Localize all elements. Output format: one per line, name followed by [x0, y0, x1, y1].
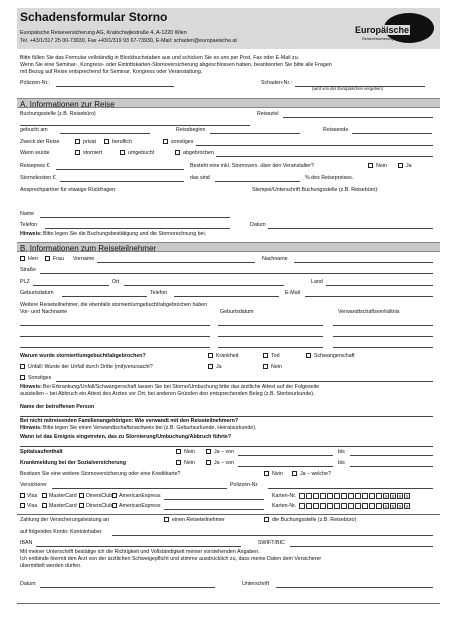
- storniert-checkbox[interactable]: [75, 150, 80, 155]
- weitere-verw-2[interactable]: [333, 336, 433, 337]
- hinweis-a-label: Hinweis:: [20, 231, 42, 237]
- intro-line-3: mit Bezug auf Reise entsprechend für Seminar, Kongress oder Veranstaltung.: [20, 69, 203, 75]
- section-a-title: A. Informationen zur Reise: [20, 100, 115, 109]
- karten-nr-cell[interactable]: [327, 503, 333, 509]
- company-address: Europäische Reiseversicherung AG, Kratochwjlestraße 4, A-1220 Wien: [20, 30, 187, 36]
- besitzen-nein-label: Nein: [272, 471, 283, 477]
- reiseziel-label: Reiseziel: [257, 111, 279, 117]
- stornovers-ja-checkbox[interactable]: [398, 163, 403, 168]
- zweck-label: Zweck der Reise: [20, 139, 60, 145]
- wann-field[interactable]: [216, 156, 433, 157]
- das-sind-label: das sind: [190, 175, 210, 181]
- preis-field[interactable]: [56, 169, 184, 170]
- tod-label: Tod: [271, 353, 280, 359]
- unfall-ja-checkbox[interactable]: [208, 364, 213, 369]
- hinweis-b2-text: Bitte legen Sie einen Verwandtschaftsnachweis bei (z.B. Geburtsurkunde, Heiratsurkunde).: [43, 425, 257, 431]
- mitreisend-label: Bei nicht mitreisenden Familienangehörigen: Wie verwandt mit den Reiseteilnehmern?: [20, 418, 239, 424]
- krank-ja-label: Ja – von: [214, 460, 235, 466]
- karten-nr-cell[interactable]: [355, 503, 361, 509]
- wann-eingetreten-field[interactable]: [20, 446, 433, 447]
- besitzen-ja-checkbox[interactable]: [292, 471, 297, 476]
- warum-label: Warum wurde storniert/umgebucht/abgebrochen?: [20, 353, 146, 359]
- krankmeldung-label: Krankmeldung bei der Sozialversicherung: [20, 460, 126, 466]
- karten-nr-cell[interactable]: [334, 493, 340, 499]
- col-geb-header: Geburtsdatum: [220, 309, 254, 315]
- polizzen-b-label: Polizzen-Nr.: [230, 482, 259, 488]
- karten-nr-cell[interactable]: X: [398, 494, 402, 499]
- karten-nr-cell[interactable]: [320, 493, 326, 499]
- unfall-ja-label: Ja: [216, 364, 222, 370]
- telefon-b-field[interactable]: [174, 296, 279, 297]
- besitzen-nein-checkbox[interactable]: [264, 471, 269, 476]
- sonstiges-label: sonstiges: [171, 139, 194, 145]
- spital-nein-checkbox[interactable]: [176, 449, 181, 454]
- logo-subtitle: Reiseversicherung: [362, 37, 394, 41]
- mastercard-checkbox-1[interactable]: [42, 493, 47, 498]
- beginn-label: Reisebeginn: [176, 127, 206, 133]
- karten-nr-cell[interactable]: [313, 503, 319, 509]
- karten-nr-cell[interactable]: [341, 493, 347, 499]
- betrag-label: Besteht eine inkl. Stornovers. über den Veranstalter?: [190, 163, 314, 169]
- ende-field[interactable]: [352, 133, 432, 134]
- land-field[interactable]: [326, 285, 433, 286]
- polizzen-field[interactable]: [56, 86, 174, 87]
- buchungsstelle-pay-checkbox[interactable]: [264, 517, 269, 522]
- wann-label: Wann wurde: [20, 150, 50, 156]
- beruflich-label: beruflich: [112, 139, 133, 145]
- ort-field[interactable]: [124, 285, 284, 286]
- karten-nr-cell[interactable]: X: [391, 494, 395, 499]
- karten-nr-cell[interactable]: [341, 503, 347, 509]
- prozent-label: % des Reisepreises.: [305, 175, 354, 181]
- swift-label: SWIFT/BIC: [258, 540, 285, 546]
- section-a-header: [17, 98, 440, 108]
- umgebucht-label: umgebucht: [128, 150, 155, 156]
- intro-line-2: Wenn Sie eine Seminar-, Kongress- oder Eintrittskarten-Stornoversicherung abgeschlossen haben, beantworten Sie bitte alle Fragen: [20, 62, 332, 68]
- schaden-label: Schaden-Nr.:: [261, 80, 292, 86]
- unfall-checkbox[interactable]: [20, 364, 25, 369]
- karten-nr-cell[interactable]: [299, 503, 305, 509]
- beruflich-checkbox[interactable]: [104, 139, 109, 144]
- hinweis-b2-label: Hinweis:: [20, 425, 42, 431]
- unterschrift-field[interactable]: [276, 587, 433, 588]
- stornokosten-field[interactable]: [60, 181, 184, 182]
- weitere-name-2[interactable]: [20, 336, 210, 337]
- nachname-field[interactable]: [294, 262, 433, 263]
- karten-nr-cell[interactable]: [348, 503, 354, 509]
- konto-label: auf folgendes Konto: Kontoinhaber: [20, 529, 102, 535]
- ansprech-telefon-label: Telefon: [20, 222, 38, 228]
- spital-bis-label: bis: [338, 449, 345, 455]
- stornovers-ja-label: Ja: [406, 163, 412, 169]
- datum-label: Datum: [20, 581, 36, 587]
- stempel-datum-label: Datum: [250, 222, 266, 228]
- ansprech-telefon-field[interactable]: [45, 228, 230, 229]
- stornovers-nein-checkbox[interactable]: [368, 163, 373, 168]
- karten-nr-cell[interactable]: [299, 493, 305, 499]
- karten-nr-cell[interactable]: [362, 503, 368, 509]
- section-b-title: B. Informationen zum Reiseteilnehmer: [20, 244, 157, 253]
- karten-nr-cell[interactable]: X: [391, 504, 395, 509]
- sonstiges-checkbox[interactable]: [163, 139, 168, 144]
- spital-ja-checkbox[interactable]: [206, 449, 211, 454]
- unfall-nein-label: Nein: [271, 364, 282, 370]
- spital-von-field[interactable]: [238, 455, 333, 456]
- krankheit-checkbox[interactable]: [208, 353, 213, 358]
- polizzen-b-field[interactable]: [268, 488, 433, 489]
- gebucht-field[interactable]: [60, 133, 150, 134]
- beginn-field[interactable]: [210, 133, 300, 134]
- zahlung-label: Zahlung der Versicherungsleistung an: [20, 517, 109, 523]
- herr-label: Herr: [28, 256, 39, 262]
- weitere-geb-2[interactable]: [218, 336, 323, 337]
- polizzen-label: Polizzen-Nr.:: [20, 80, 51, 86]
- unfall-nein-checkbox[interactable]: [263, 364, 268, 369]
- versicherer-label: Versicherer: [20, 482, 47, 488]
- stornokosten-label: Stornokosten €: [20, 175, 56, 181]
- spital-nein-label: Nein: [184, 449, 195, 455]
- reiseziel-field[interactable]: [283, 117, 433, 118]
- karten-nr-cell[interactable]: [306, 503, 312, 509]
- besitzen-ja-label: Ja – welche?: [300, 471, 331, 477]
- land-label: Land: [311, 279, 323, 285]
- section-b-header: [17, 242, 440, 252]
- besitzen-label: Besitzen Sie eine weitere Stornoversicherung oder eine Kreditkarte?: [20, 471, 181, 477]
- karten-nr-cell[interactable]: X: [384, 504, 388, 509]
- weitere-label: Weitere Reiseteilnehmer, die ebenfalls storniert/umgebucht/abgebrochen haben: [20, 302, 208, 308]
- iban-field[interactable]: [36, 546, 241, 547]
- email-label: E-Mail: [285, 290, 301, 296]
- telefon-b-label: Telefon: [150, 290, 168, 296]
- mastercard-checkbox-2[interactable]: [42, 503, 47, 508]
- payment-divider: [17, 514, 440, 515]
- spital-label: Spitalsaufenthalt: [20, 449, 63, 455]
- abgebrochen-checkbox[interactable]: [175, 150, 180, 155]
- spital-ja-label: Ja – von: [214, 449, 235, 455]
- hinweis-b1-text-2: ausstellen – bei Abbruch ein Attest des Arztes vor Ort; bei anderen Gründen den entsprechenden Beleg (z.B. Sterbeurkunde).: [20, 391, 315, 397]
- karten-nr-cell[interactable]: [327, 493, 333, 499]
- karten-nr-cell[interactable]: [348, 493, 354, 499]
- hinweis-a-text: Bitte legen Sie die Buchungsbestätigung und die Stornorechnung bei.: [43, 231, 207, 237]
- buchungsstelle-field[interactable]: [20, 125, 250, 126]
- weitere-verw-3[interactable]: [333, 347, 433, 348]
- ansprech-label: Ansprechpartner für etwaige Rückfragen:: [20, 187, 117, 193]
- karten-nr-cell[interactable]: X: [405, 504, 409, 509]
- karten-nr-cell[interactable]: [320, 503, 326, 509]
- form-title: Schadensformular Storno: [20, 10, 168, 24]
- amex-checkbox-2[interactable]: [112, 503, 117, 508]
- unterschrift-text-1: Mit meiner Unterschrift bestätige ich die Richtigkeit und Vollständigkeit meiner vorstehenden Angaben.: [20, 549, 260, 555]
- unterschrift-text-2: Ich entbinde hiermit den Arzt von der ärztlichen Schweigepflicht und stimme ausdrücklich zu, dass meine Daten dem Versicherer: [20, 556, 322, 562]
- versicherer-field[interactable]: [52, 488, 227, 489]
- plz-field[interactable]: [33, 285, 109, 286]
- buchungsstelle-label: Buchungsstelle (z.B. Reisebüro): [20, 111, 96, 117]
- krank-nein-label: Nein: [184, 460, 195, 466]
- logo-name: Europäische: [355, 25, 410, 35]
- krank-von-field[interactable]: [238, 466, 333, 467]
- spital-bis-field[interactable]: [350, 455, 433, 456]
- frau-label: Frau: [53, 256, 64, 262]
- karten-nr-cell[interactable]: X: [405, 494, 409, 499]
- amex-label-1: AmericanExpress: [119, 493, 161, 499]
- mastercard-label-2: MasterCard: [49, 503, 77, 509]
- krank-nein-checkbox[interactable]: [176, 460, 181, 465]
- weitere-geb-3[interactable]: [218, 347, 323, 348]
- weitere-verw-1[interactable]: [333, 325, 433, 326]
- visa-label-1: Visa: [27, 493, 38, 499]
- karten-nr-cell[interactable]: [313, 493, 319, 499]
- karten-nr-cell[interactable]: [334, 503, 340, 509]
- amex-label-2: AmericanExpress: [119, 503, 161, 509]
- sonstiges-b-checkbox[interactable]: [20, 375, 25, 380]
- karten-bank-field-2[interactable]: [164, 509, 264, 510]
- abgebrochen-label: abgebrochen: [183, 150, 214, 156]
- ende-label: Reiseende: [323, 127, 349, 133]
- col-verw-header: Verwandtschaftsverhältnis: [338, 309, 400, 315]
- dinersclub-checkbox-1[interactable]: [79, 493, 84, 498]
- karten-nr-cell[interactable]: [376, 493, 382, 499]
- intro-line-1: Bitte füllen Sie das Formular vollständig in Blockbuchstaben aus und schicken Sie es uns per Post, Fax oder E-Mail zu.: [20, 55, 300, 61]
- tod-checkbox[interactable]: [263, 353, 268, 358]
- schaden-note: (wird von der Europäischen vergeben): [312, 86, 383, 91]
- karten-nr-cell[interactable]: [355, 493, 361, 499]
- plz-label: PLZ: [20, 279, 30, 285]
- karten-nr-cell[interactable]: [376, 503, 382, 509]
- zweck-sonstiges-field[interactable]: [196, 145, 433, 146]
- schwanger-label: Schwangerschaft: [314, 353, 355, 359]
- swift-field[interactable]: [290, 546, 433, 547]
- privat-label: privat: [83, 139, 96, 145]
- nachname-label: Nachname: [262, 256, 288, 262]
- dinersclub-label-1: DinersClub: [86, 493, 113, 499]
- kontoinhaber-field[interactable]: [112, 535, 433, 536]
- krank-bis-field[interactable]: [350, 466, 433, 467]
- amex-checkbox-1[interactable]: [112, 493, 117, 498]
- karten-nr-cell[interactable]: X: [398, 504, 402, 509]
- weitere-geb-1[interactable]: [218, 325, 323, 326]
- stempel-datum-field[interactable]: [268, 228, 433, 229]
- ansprech-name-field[interactable]: [40, 217, 230, 218]
- karten-bank-field-1[interactable]: [164, 499, 264, 500]
- dinersclub-checkbox-2[interactable]: [79, 503, 84, 508]
- karten-nr-label-2: Karten-Nr.: [272, 503, 297, 509]
- krank-ja-checkbox[interactable]: [206, 460, 211, 465]
- ort-label: Ort: [112, 279, 120, 285]
- datum-field[interactable]: [40, 587, 215, 588]
- karten-nr-cell[interactable]: [362, 493, 368, 499]
- betroffen-field[interactable]: [20, 416, 433, 417]
- weitere-name-3[interactable]: [20, 347, 210, 348]
- sonstiges-b-label: Sonstiges: [28, 375, 52, 381]
- weitere-name-1[interactable]: [20, 325, 210, 326]
- karten-nr-cell[interactable]: [369, 503, 375, 509]
- sonstiges-b-field[interactable]: [56, 381, 433, 382]
- gebucht-label: gebucht am: [20, 127, 48, 133]
- mastercard-label-1: MasterCard: [49, 493, 77, 499]
- herr-checkbox[interactable]: [20, 256, 25, 261]
- umgebucht-checkbox[interactable]: [120, 150, 125, 155]
- vorname-field[interactable]: [97, 262, 255, 263]
- karten-nr-cell[interactable]: [369, 493, 375, 499]
- karten-nr-cell[interactable]: X: [384, 494, 388, 499]
- unterschrift-label: Unterschrift: [242, 581, 270, 587]
- storniert-label: storniert: [83, 150, 103, 156]
- vorname-label: Vorname: [73, 256, 95, 262]
- company-contact: Tel. +43/1/317 25 00-73930, Fax +43/1/319 93 67-73930, E-Mail: schaden@europaeische.at: [20, 38, 237, 44]
- unfall-label: Unfall: Wurde der Unfall durch Dritte (mit)verursacht?: [28, 364, 153, 370]
- einen-label: einen Reiseteilnehmer: [172, 517, 225, 523]
- geburtsdatum-field[interactable]: [62, 296, 147, 297]
- privat-checkbox[interactable]: [75, 139, 80, 144]
- krankheit-label: Krankheit: [216, 353, 239, 359]
- buchungsstelle-pay-label: die Buchungsstelle (z.B. Reisebüro): [272, 517, 357, 523]
- col-name-header: Vor- und Nachname: [20, 309, 68, 315]
- frau-checkbox[interactable]: [45, 256, 50, 261]
- betroffen-label: Name der betroffenen Person: [20, 404, 95, 410]
- hinweis-b1-label: Hinweis:: [20, 384, 42, 390]
- krank-bis-label: bis: [338, 460, 345, 466]
- stempel-label: Stempel/Unterschrift Buchungsstelle (z.B. Reisebüro):: [252, 187, 379, 193]
- schwanger-checkbox[interactable]: [306, 353, 311, 358]
- strasse-label: Straße: [20, 267, 36, 273]
- karten-nr-label-1: Karten-Nr.: [272, 493, 297, 499]
- prozent-field[interactable]: [215, 181, 300, 182]
- visa-label-2: Visa: [27, 503, 38, 509]
- visa-checkbox-2[interactable]: [20, 503, 25, 508]
- dinersclub-label-2: DinersClub: [86, 503, 113, 509]
- iban-label: IBAN: [20, 540, 33, 546]
- visa-checkbox-1[interactable]: [20, 493, 25, 498]
- footer-divider: [17, 603, 440, 604]
- einen-checkbox[interactable]: [164, 517, 169, 522]
- wann-eingetreten-label: Wann ist das Ereignis eingetreten, das zu Stornierung/Umbuchung/Abbruch führte?: [20, 434, 232, 440]
- strasse-field[interactable]: [40, 273, 433, 274]
- geburtsdatum-label: Geburtsdatum: [20, 290, 54, 296]
- email-field[interactable]: [305, 296, 433, 297]
- preis-label: Reisepreis €: [20, 163, 50, 169]
- hinweis-b1-text: Bei Erkrankung/Unfall/Schwangerschaft lassen Sie bei Storno/Umbuchung bitte das ärztliche Attest auf der Folgeseite: [43, 384, 320, 390]
- unterschrift-text-3: übermittelt werden dürfen.: [20, 563, 82, 569]
- stornovers-nein-label: Nein: [376, 163, 387, 169]
- ansprech-name-label: Name: [20, 211, 35, 217]
- karten-nr-cell[interactable]: [306, 493, 312, 499]
